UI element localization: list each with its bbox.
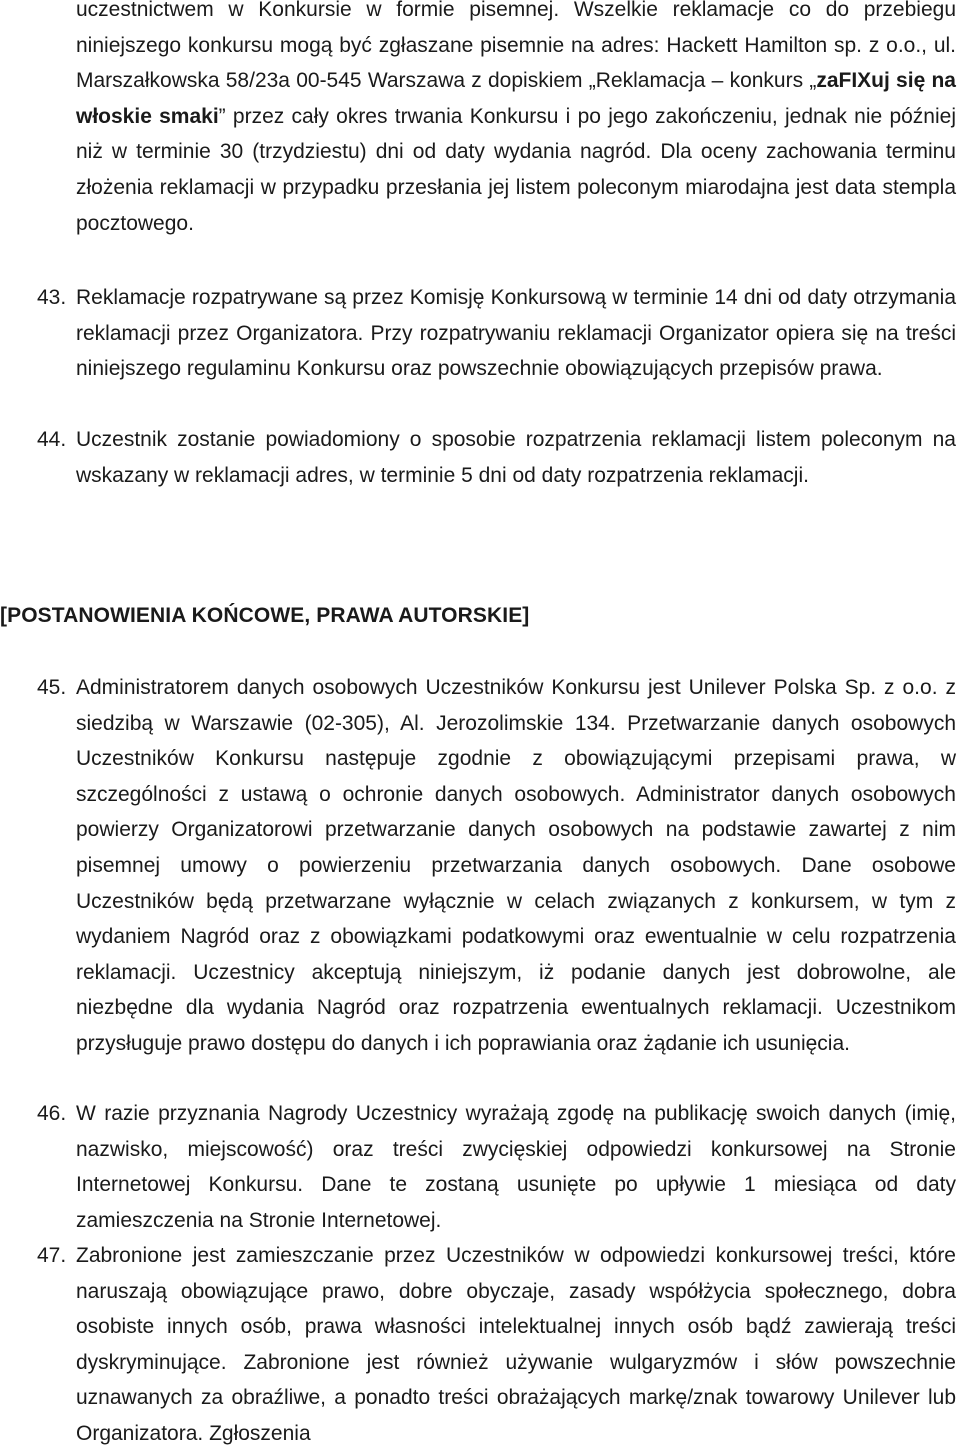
item-number: 43.	[37, 286, 67, 309]
item-number: 44.	[37, 428, 67, 451]
item-text: Reklamacje rozpatrywane są przez Komisję Konkursową w terminie 14 dni od daty otrzymania reklamacji przez Organizatora. Przy rozpatrywaniu reklamacji Organizator opiera się na treści niniejszego regulaminu Konkursu oraz powszechnie obowiązujących przepisów prawa.	[76, 286, 956, 381]
item-text: Administratorem danych osobowych Uczestników Konkursu jest Unilever Polska Sp. z o.o. z siedzibą w Warszawie (02-305), Al. Jerozolimskie 134. Przetwarzanie danych osobowych Uczestników Konkursu następuje zgodnie z obowiązującymi przepisami prawa, w szczególności z ustawą o ochronie danych osobowych. Administrator danych osobowych powierzy Organizatorowi przetwarzanie danych osobowych na podstawie zawartej z nim pisemnej umowy o powierzeniu przetwarzania danych osobowych. Dane osobowe Uczestników będą przetwarzane wyłącznie w celach związanych z konkursem, w tym z wydaniem Nagród oraz z obowiązkami podatkowymi oraz ewentualnie w celu rozpatrzenia reklamacji. Uczestnicy akceptują niniejszym, iż podanie danych jest dobrowolne, ale niezbędne dla wydania Nagród oraz rozpatrzenia ewentualnych reklamacji. Uczestnikom przysługuje prawo dostępu do danych i ich poprawiania oraz żądanie ich usunięcia.	[76, 676, 956, 1055]
item-text: Uczestnik zostanie powiadomiony o sposobie rozpatrzenia reklamacji listem poleconym na wskazany w reklamacji adres, w terminie 5 dni od daty rozpatrzenia reklamacji.	[76, 428, 956, 487]
complaint-paragraph-continuation	[76, 0, 956, 241]
continuation-text-part1: uczestnictwem w Konkursie w formie pisemnej. Wszelkie reklamacje co do przebiegu niniejszego konkursu mogą być zgłaszane pisemnie na adres: Hackett Hamilton sp. z o.o., ul. Marszałkowska 58/23a 00-545 Warszawa z dopiskiem „Reklamacja – konkurs „	[76, 0, 956, 93]
item-number: 45.	[37, 676, 67, 699]
continuation-text-part2: ” przez cały okres trwania Konkursu i po jego zakończeniu, jednak nie później niż w terminie 30 (trzydziestu) dni od daty wydania nagród. Dla oceny zachowania terminu złożenia reklamacji w przypadku przesłania jej listem poleconym miarodajna jest data stempla pocztowego.	[76, 104, 956, 235]
item-text: W razie przyznania Nagrody Uczestnicy wyrażają zgodę na publikację swoich danych (imię, nazwisko, miejscowość) oraz treści zwycięskiej odpowiedzi konkursowej na Stronie Internetowej Konkursu. Dane te zostaną usunięte po upływie 1 miesiąca od daty zamieszczenia na Stronie Internetowej.	[76, 1102, 956, 1232]
section-heading: [POSTANOWIENIA KOŃCOWE, PRAWA AUTORSKIE]	[0, 604, 530, 627]
item-text: Zabronione jest zamieszczanie przez Uczestników w odpowiedzi konkursowej treści, które naruszają obowiązujące prawo, dobre obyczaje, zasady współżycia społecznego, dobra osobiste innych osób, prawa własności intelektualnej innych osób bądź zawierają treści dyskryminujące. Zabronione jest również używanie wulgaryzmów i słów powszechnie uznawanych za obraźliwe, a ponadto treści obrażających markę/znak towarowy Unilever lub Organizatora. Zgłoszenia	[76, 1244, 956, 1445]
item-number: 47.	[37, 1244, 67, 1267]
item-number: 46.	[37, 1102, 67, 1125]
contest-name: zaFIXuj się na włoskie smaki	[76, 69, 956, 128]
